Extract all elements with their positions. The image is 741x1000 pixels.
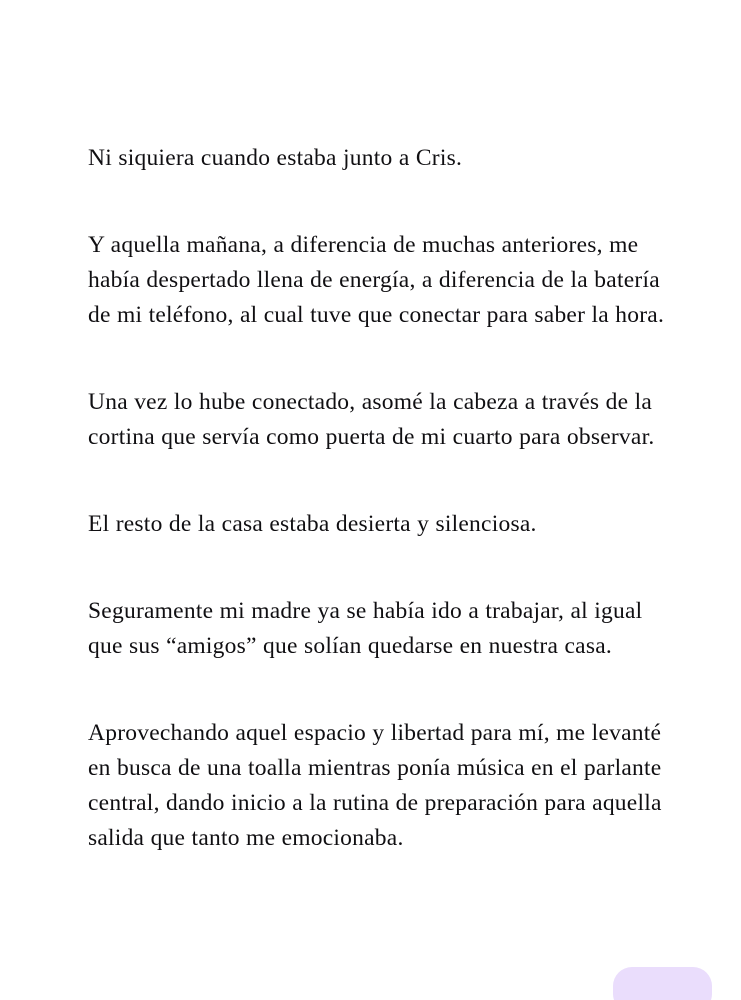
paragraph: Aprovechando aquel espacio y libertad para mí, me levanté en busca de una toalla mientras ponía música en el parlante central, dando inicio a la rutina de preparación para aquella salida que tanto me emocionaba.	[88, 720, 662, 851]
paragraph: Seguramente mi madre ya se había ido a trabajar, al igual que sus “amigos” que solían quedarse en nuestra casa.	[88, 598, 643, 659]
paragraph: Y aquella mañana, a diferencia de muchas anteriores, me había despertado llena de energía, a diferencia de la batería de mi teléfono, al cual tuve que conectar para saber la hora.	[88, 232, 665, 328]
paragraph: Ni siquiera cuando estaba junto a Cris.	[88, 145, 463, 171]
paragraph: Una vez lo hube conectado, asomé la cabeza a través de la cortina que servía como puerta de mi cuarto para observar.	[88, 389, 655, 450]
paragraph: El resto de la casa estaba desierta y silenciosa.	[88, 511, 537, 537]
reader-text-body	[88, 141, 674, 856]
rounded-lavender-shape	[613, 967, 712, 1000]
